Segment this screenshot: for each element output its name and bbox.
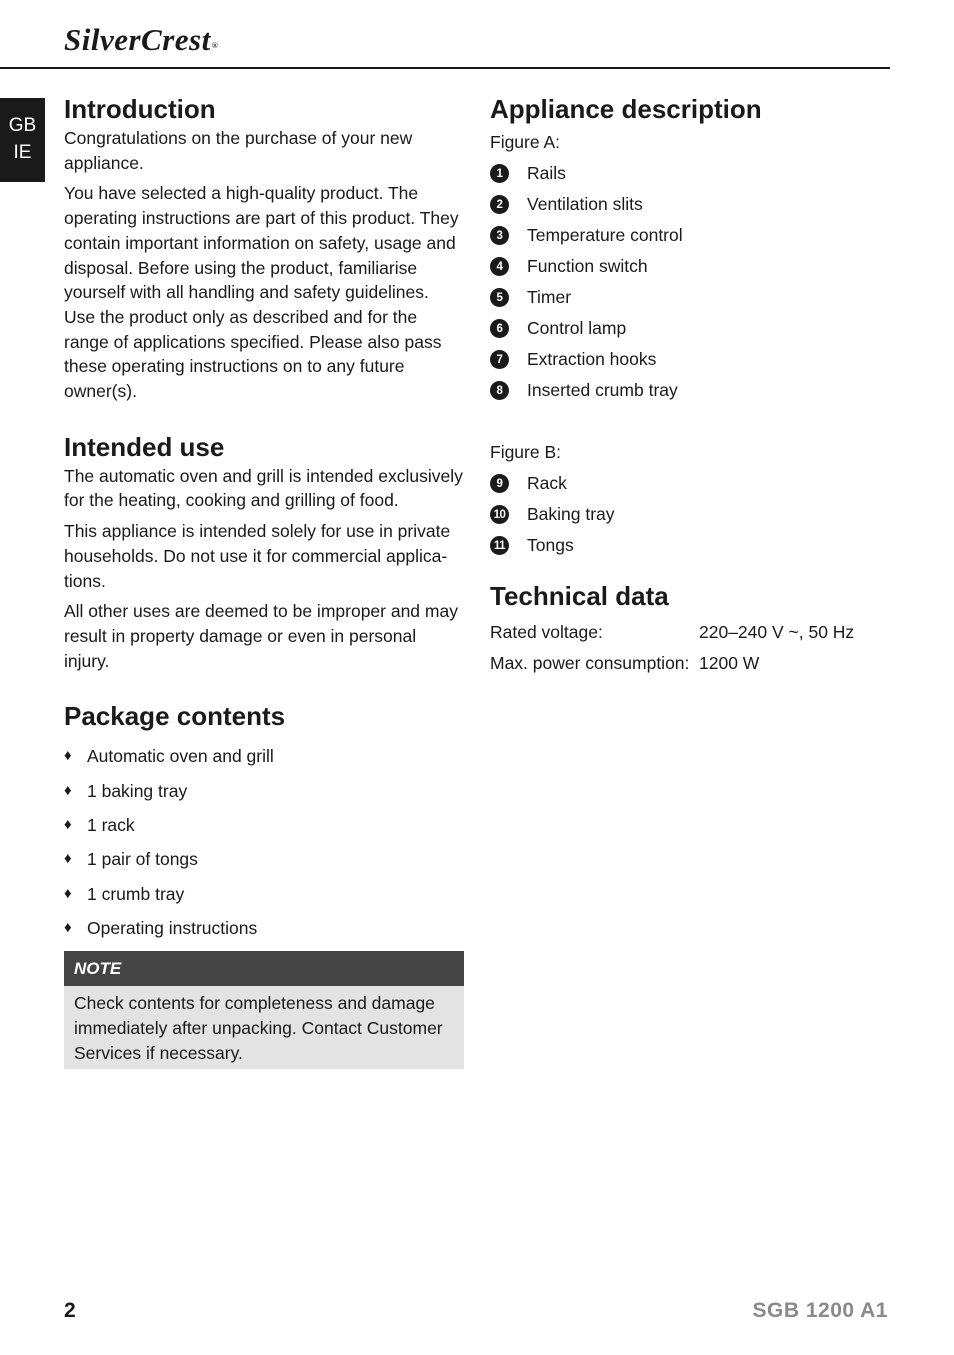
language-tab	[0, 98, 45, 182]
package-contents-heading: Package contents	[64, 701, 286, 732]
technical-data-table	[490, 617, 854, 679]
intended-paragraph-1: The automatic oven and grill is intended exclusively for the heating, cooking and grilling of food.	[64, 465, 463, 511]
page-number: 2	[64, 1299, 76, 1322]
intro-paragraph-2: You have selected a high-quality product. The operating instructions are part of this product. They contain important information on safety, usage and disposal. Before using the product, familiarise yourself with all handling and safety guidelines. Use the product only as described and for the range of applications specified. Please also pass these operating instructions on to any future owner(s).	[64, 183, 459, 402]
registered-mark: ®	[211, 41, 219, 50]
package-contents-section	[64, 699, 464, 1069]
intended-use-section	[64, 430, 464, 674]
introduction-heading: Introduction	[64, 94, 216, 124]
technical-data-section	[490, 579, 890, 679]
appliance-description-heading: Appliance description	[490, 94, 762, 124]
note-text: Check contents for completeness and damage immediately after unpacking. Contact Customer Services if necessary.	[64, 986, 464, 1069]
note-heading: NOTE	[64, 951, 464, 986]
note-box	[64, 951, 464, 1069]
list-item: 5 Timer	[490, 282, 890, 313]
right-column	[490, 92, 890, 679]
figure-b-label: Figure B:	[490, 442, 561, 462]
model-number: SGB 1200 A1	[752, 1299, 888, 1322]
number-badge-icon: 10	[490, 505, 509, 524]
diamond-bullet-icon: ♦	[64, 884, 72, 902]
intended-paragraph-3: All other uses are deemed to be improper and may result in property damage or even in personal injury.	[64, 601, 458, 671]
diamond-bullet-icon: ♦	[64, 781, 72, 799]
number-badge-icon: 11	[490, 536, 509, 555]
list-item: 6 Control lamp	[490, 313, 890, 344]
list-item: 4 Function switch	[490, 251, 890, 282]
diamond-bullet-icon: ♦	[64, 850, 72, 868]
max-power-value: 1200 W	[699, 653, 760, 673]
list-item: 9 Rack	[490, 468, 890, 499]
figure-a-label: Figure A:	[490, 132, 561, 152]
table-row	[490, 617, 854, 648]
list-item: 2 Ventilation slits	[490, 189, 890, 220]
list-item: ♦ Automatic oven and grill	[64, 739, 464, 773]
number-badge-icon: 9	[490, 474, 509, 493]
number-badge-icon: 8	[490, 381, 509, 400]
intended-use-heading: Intended use	[64, 431, 225, 462]
intended-paragraph-2: This appliance is intended solely for use in private households. Do not use it for commercial applica-tions.	[64, 521, 451, 591]
list-item: 1 Rails	[490, 158, 890, 189]
figure-b-parts-list	[490, 468, 890, 561]
number-badge-icon: 3	[490, 226, 509, 245]
brand-logo: SilverCrest®	[64, 22, 219, 57]
number-badge-icon: 7	[490, 350, 509, 369]
rated-voltage-value: 220–240 V ~, 50 Hz	[699, 622, 855, 642]
header-rule	[0, 67, 890, 69]
number-badge-icon: 1	[490, 164, 509, 183]
table-row	[490, 648, 854, 679]
number-badge-icon: 5	[490, 288, 509, 307]
left-column	[64, 92, 464, 1069]
introduction-section	[64, 92, 464, 404]
list-item: ♦ 1 pair of tongs	[64, 842, 464, 876]
list-item: 10 Baking tray	[490, 499, 890, 530]
list-item: ♦ 1 baking tray	[64, 774, 464, 808]
number-badge-icon: 2	[490, 195, 509, 214]
list-item: ♦ 1 rack	[64, 808, 464, 842]
diamond-bullet-icon: ♦	[64, 747, 72, 765]
diamond-bullet-icon: ♦	[64, 918, 72, 936]
max-power-label: Max. power consumption:	[490, 653, 690, 673]
list-item: 11 Tongs	[490, 530, 890, 561]
intro-paragraph-1: Congratulations on the purchase of your new appliance.	[64, 128, 413, 173]
number-badge-icon: 4	[490, 257, 509, 276]
number-badge-icon: 6	[490, 319, 509, 338]
lang-ie: IE	[13, 142, 32, 163]
rated-voltage-label: Rated voltage:	[490, 622, 603, 642]
lang-gb: GB	[8, 115, 37, 136]
figure-a-parts-list	[490, 158, 890, 406]
appliance-description-section	[490, 92, 890, 561]
list-item: ♦ Operating instructions	[64, 911, 464, 945]
list-item: 3 Temperature control	[490, 220, 890, 251]
list-item: 7 Extraction hooks	[490, 344, 890, 375]
package-list	[64, 739, 464, 945]
diamond-bullet-icon: ♦	[64, 815, 72, 833]
list-item: ♦ 1 crumb tray	[64, 877, 464, 911]
technical-data-heading: Technical data	[490, 581, 669, 611]
list-item: 8 Inserted crumb tray	[490, 375, 890, 406]
